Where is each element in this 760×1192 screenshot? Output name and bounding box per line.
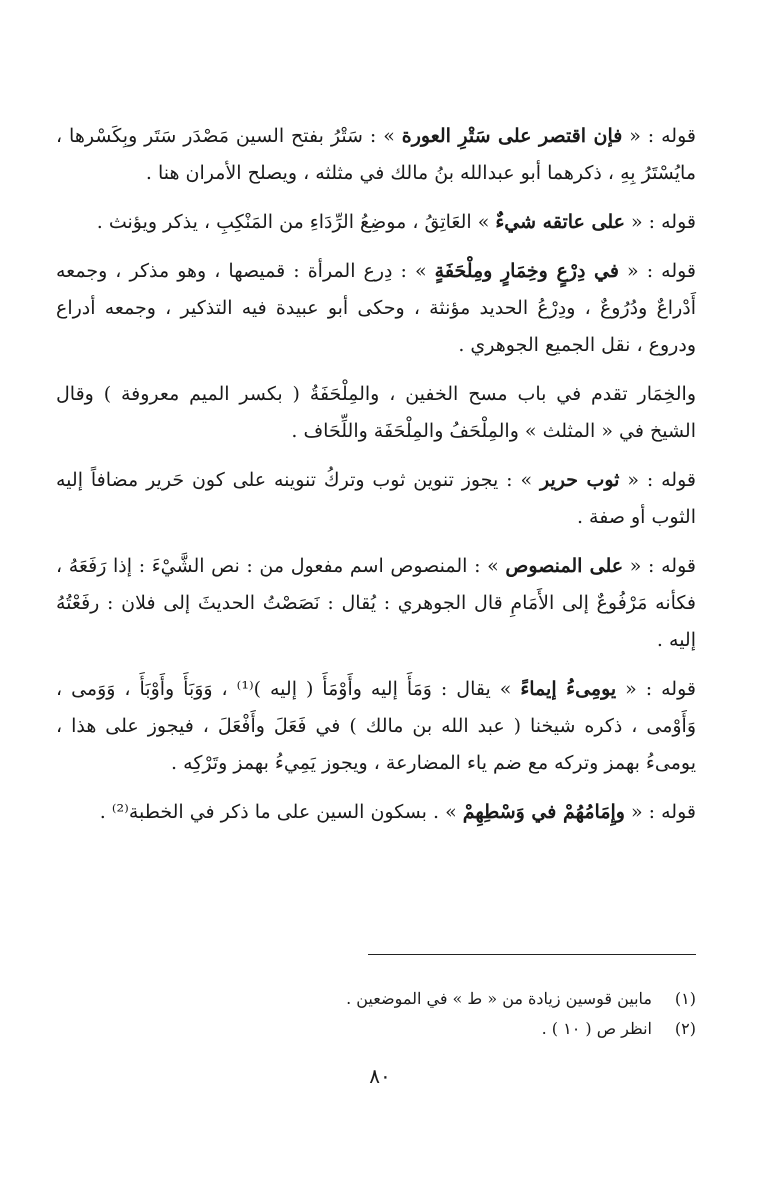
lemma: على عاتقه شيءٌ: [495, 211, 625, 233]
paragraph: والخِمَار تقدم في باب مسح الخفين ، والمِلْحَفَةُ ( بكسر الميم معروفة ) وقال الشيخ في « المثلث » والمِلْحَفُ والمِلْحَفَة واللِّحَاف .: [56, 383, 696, 442]
footnote: [56, 984, 696, 1014]
footnote-number: (١): [674, 989, 696, 1008]
lemma: فإن اقتصر على سَتْرِ العورة: [401, 125, 623, 147]
main-text: [56, 118, 696, 843]
footnote-text: انظر ص ( ١٠ ) .: [541, 1019, 652, 1038]
footnotes: [56, 984, 696, 1044]
lemma: في دِرْعٍ وخِمَارٍ ومِلْحَفَةٍ: [434, 260, 619, 282]
footnote-number: (٢): [674, 1019, 696, 1038]
lemma: ثوب حرير: [539, 469, 620, 491]
page-number: ٨٠: [369, 1064, 391, 1088]
lemma: وإِمَامُهُمْ في وَسْطِهِمْ: [462, 801, 625, 823]
footnote: [56, 1014, 696, 1044]
paragraph: قوله : « على عاتقه شيءٌ » العَاتِقُ ، موضِعُ الرِّدَاءِ من المَنْكِبِ ، يذكر ويؤنث .: [96, 211, 696, 233]
footnote-separator: [368, 954, 696, 955]
paragraph: قوله : « على المنصوص » : المنصوص اسم مفعول من : نص الشَّيْءَ : إذا رَفَعَهُ ، فكأنه مَرْفُوعٌ إلى الأَمَامِ قال الجوهري : يُقال : نَصَصْتُ الحديثَ إلى فلان : رفَعْتُهُ إليه .: [56, 555, 696, 651]
paragraph: قوله : « وإِمَامُهُمْ في وَسْطِهِمْ » . بسكون السين على ما ذكر في الخطبة⁽²⁾ .: [99, 801, 696, 823]
paragraph: قوله : « في دِرْعٍ وخِمَارٍ ومِلْحَفَةٍ » : دِرع المرأة : قميصها ، وهو مذكر ، وجمعه أَدْراعٌ ودُرُوعٌ ، ودِرْعُ الحديد مؤنثة ، وحكى أبو عبيدة فيه التذكير ، وجمعه أدراع ودروع ، نقل الجميع الجوهري .: [56, 260, 697, 356]
lemma: على المنصوص: [505, 555, 624, 577]
paragraph: قوله : « يومِىءُ إيماءً » يقال : وَمَأَ إليه وأَوْمَأَ ( إليه )⁽¹⁾ ، وَوَبَأَ وأَوْبَأَ ، وَوَمى ، وَأَوْمى ، ذكره شيخنا ( عبد الله بن مالك ) في فَعَلَ وأَفْعَلَ ، فيجوز على هذا ، يومىءُ بهمز وتركه مع ضم ياء المضارعة ، ويجوز يَمِيءُ بهمز وتَرْكِه .: [56, 678, 696, 774]
paragraph: قوله : « فإن اقتصر على سَتْرِ العورة » : سَتْرُ بفتح السين مَصْدَر سَتَر وبِكَسْرها ، مايُسْتَرُ بِهِ ، ذكرهما أبو عبدالله بنُ مالك في مثلثه ، ويصلح الأمران هنا .: [56, 125, 696, 184]
footnote-text: مابين قوسين زيادة من « ط » في الموضعين .: [346, 989, 652, 1008]
paragraph: قوله : « ثوب حرير » : يجوز تنوين ثوب وتركُ تنوينه على كون حَرير مضافاً إليه الثوب أو صفة .: [56, 469, 696, 528]
lemma: يومِىءُ إيماءً: [520, 678, 617, 700]
